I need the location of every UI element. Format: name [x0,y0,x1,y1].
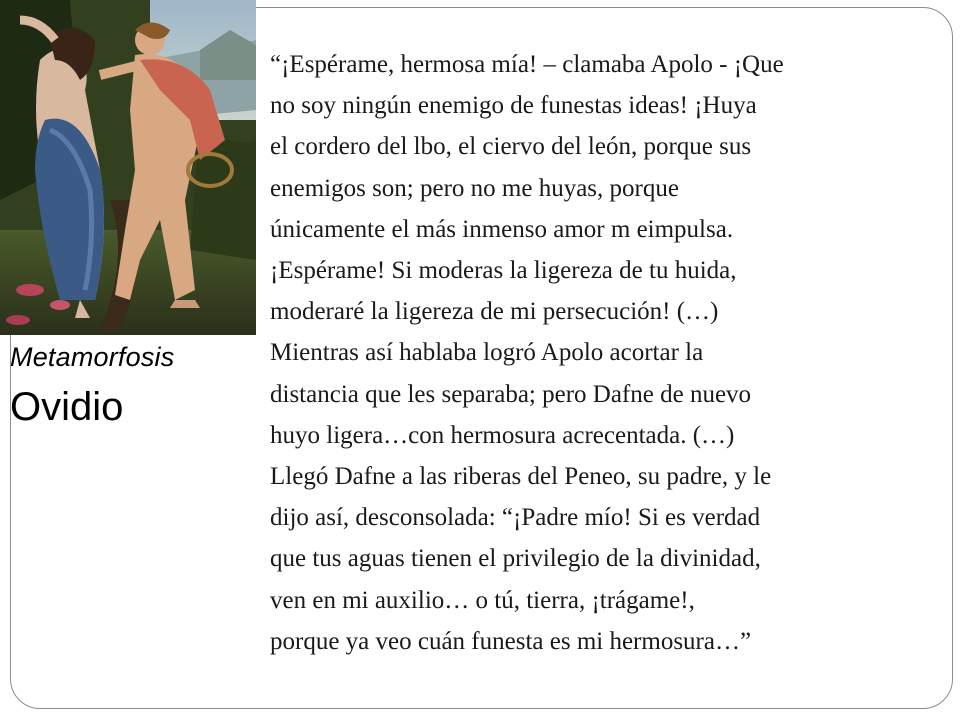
quote-line: enemigos son; pero no me huyas, porque [270,174,679,202]
quote-line: distancia que les separaba; pero Dafne de nuevo [270,380,752,408]
author-name: Ovidio [10,385,124,429]
quote-line: ven en mi auxilio… o tú, tierra, ¡trágame!, [270,586,695,614]
quote-line: huyo ligera…con hermosura acrecentada. (…) [270,421,735,449]
quote-text [270,44,960,662]
quote-line: únicamente el más inmenso amor m eimpulsa. [270,215,734,243]
quote-line: ¡Espérame! Si moderas la ligereza de tu huida, [270,257,737,285]
quote-line: Mientras así hablaba logró Apolo acortar la [270,339,704,367]
apollo-daphne-painting [0,0,256,335]
quote-line: “¡Espérame, hermosa mía! – clamaba Apolo - ¡Que [270,51,784,78]
painting-illustration [0,0,256,335]
quote-line: no soy ningún enemigo de funestas ideas! ¡Huya [270,92,757,120]
quote-line: porque ya veo cuán funesta es mi hermosura…” [270,627,752,655]
quote-line: dijo así, desconsolada: “¡Padre mío! Si es verdad [270,504,761,532]
quote-line: que tus aguas tienen el privilegio de la divinidad, [270,545,761,573]
quote-line: moderaré la ligereza de mi persecución! (…) [270,298,719,326]
work-title: Metamorfosis [10,342,175,372]
quote-line: Llegó Dafne a las riberas del Peneo, su padre, y le [270,463,772,491]
quote-line: el cordero del lbo, el ciervo del león, porque sus [270,133,752,161]
